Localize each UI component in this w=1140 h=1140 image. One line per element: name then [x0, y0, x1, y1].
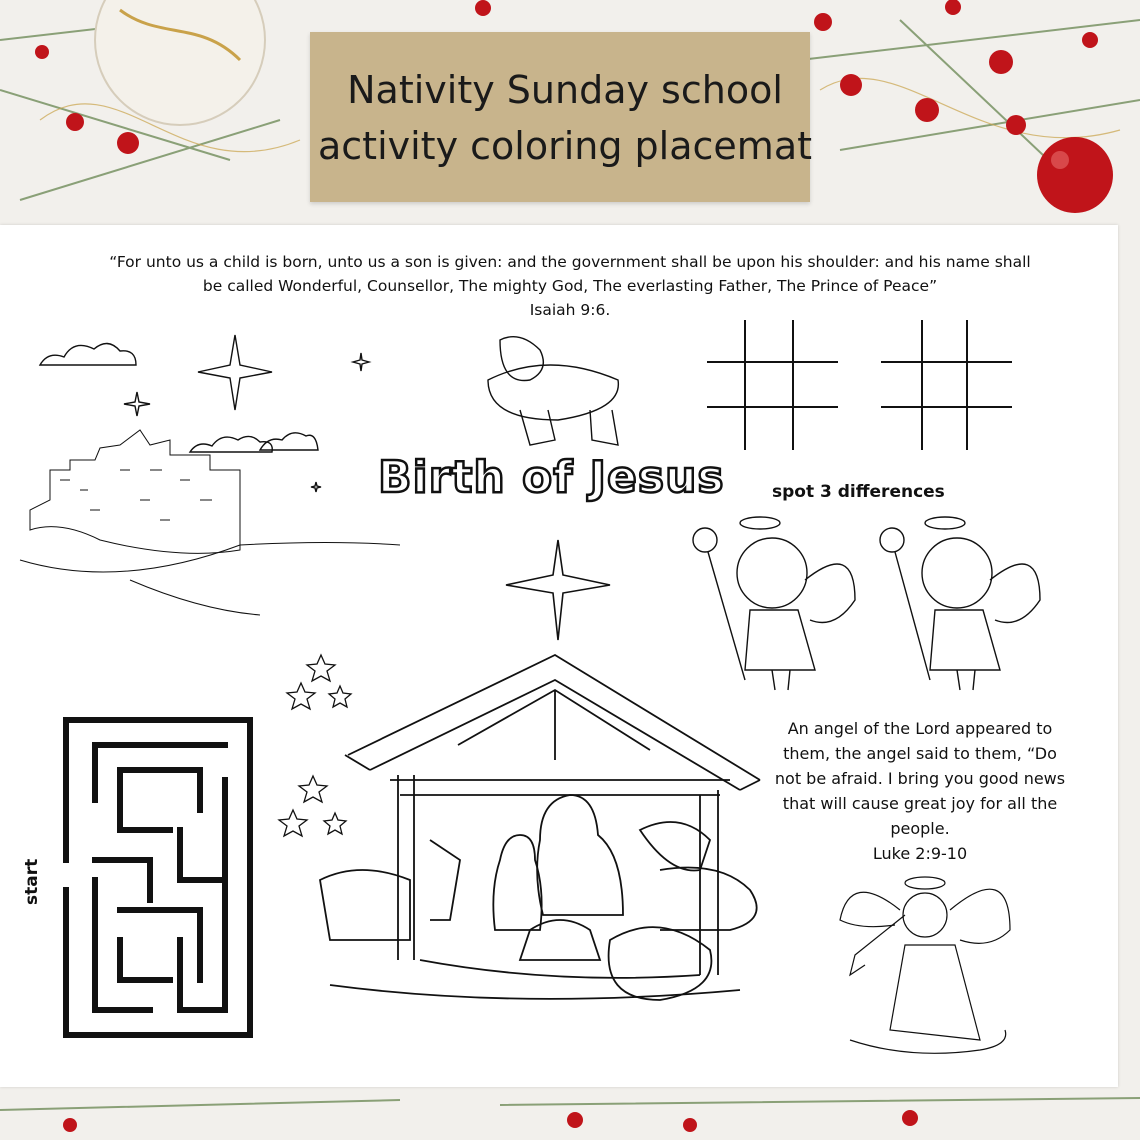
quote-text: “For unto us a child is born, unto us a son is given: and the government shall be upon his shoulder: and his name shall be called Wonderful, Counsellor, The mighty God, The everlasting Father, The Prince of Peace” — [109, 253, 1031, 295]
maze-start-label: start — [22, 858, 42, 905]
spot-differences-label: spot 3 differences — [772, 482, 945, 502]
quote-reference: Isaiah 9:6. — [529, 301, 611, 319]
star-icon — [198, 335, 272, 410]
star-icon — [506, 540, 610, 640]
angel-verse-reference: Luke 2:9-10 — [872, 844, 968, 863]
tic-tac-toe-grid — [881, 320, 1012, 450]
angel-right — [880, 517, 1040, 690]
star-icon — [124, 392, 150, 416]
star-icon — [353, 353, 369, 371]
bethlehem-city — [20, 430, 400, 615]
angel-verse-text: An angel of the Lord appeared to them, the angel said to them, “Do not be afraid. I bring you good news that will cause great joy for all the people. — [774, 719, 1066, 838]
star-icon — [311, 482, 321, 492]
star-cluster — [279, 655, 351, 836]
maze — [66, 720, 250, 1035]
manger-baby-icon — [488, 337, 618, 445]
title-line-1: Nativity Sunday school — [347, 68, 783, 112]
angel-verse — [770, 716, 1070, 866]
trumpet-angel — [840, 877, 1010, 1053]
angel-left — [693, 517, 855, 690]
tic-tac-toe-grid — [707, 320, 838, 450]
cloud-icon — [40, 343, 136, 365]
title-line-2: activity coloring placemat — [318, 124, 812, 168]
cloud-icon — [260, 433, 318, 450]
birth-of-jesus-title: Birth of Jesus — [378, 452, 725, 503]
nativity-stable — [320, 655, 760, 1000]
